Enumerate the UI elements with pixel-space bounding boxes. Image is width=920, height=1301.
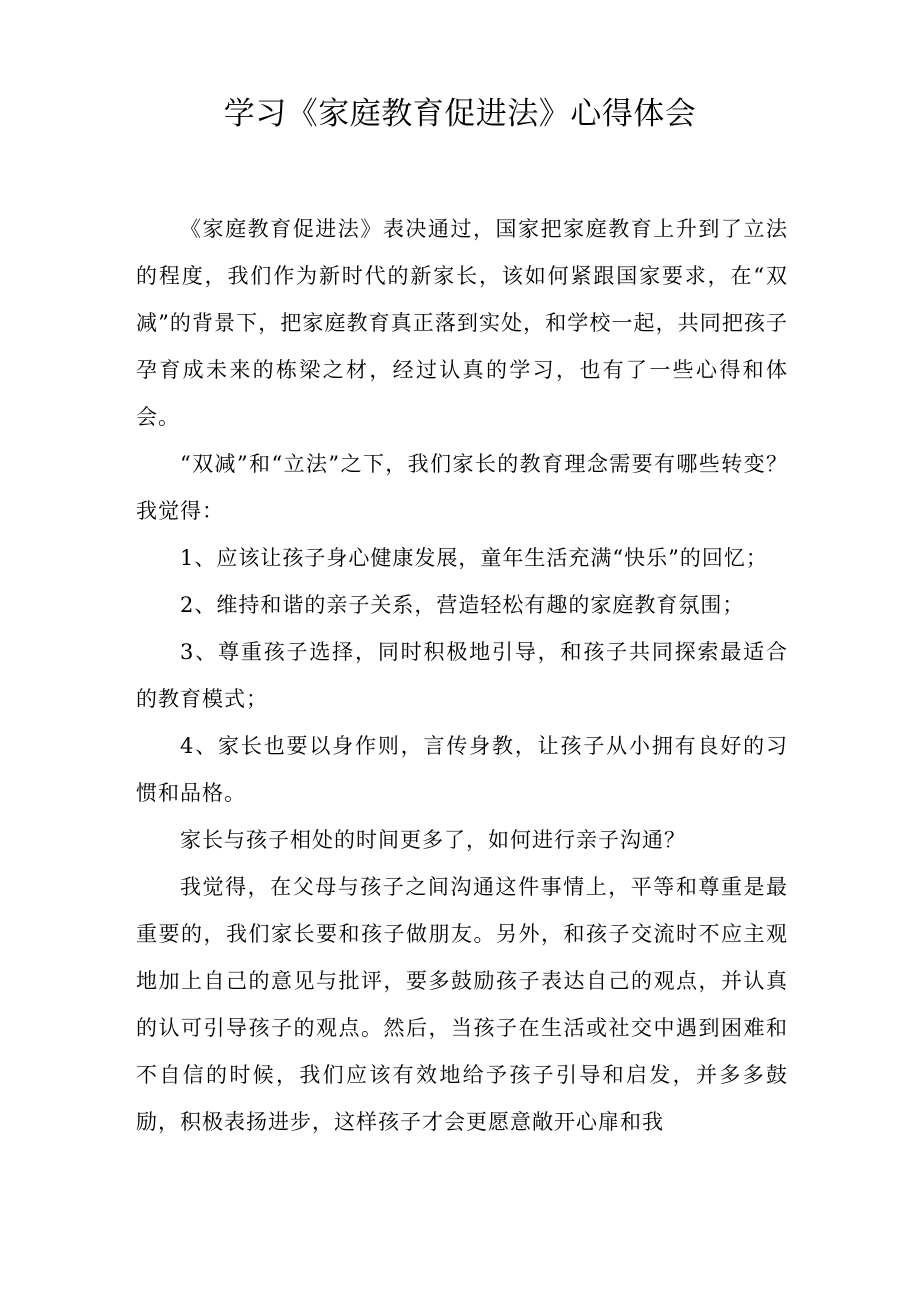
list-item-1: 1、应该让孩子身心健康发展，童年生活充满“快乐”的回忆；	[180, 546, 768, 570]
paragraph-intro: 《家庭教育促进法》表决通过，国家把家庭教育上升到了立法的程度，我们作为新时代的新家长，该如何紧跟国家要求，在“双减”的背景下，把家庭教育真正落到实处，和学校一起，共同把孩子孕育成未来的栋梁之材，经过认真的学习，也有了一些心得和体会。	[136, 217, 788, 429]
document-title: 学习《家庭教育促进法》心得体会	[223, 96, 697, 132]
list-item-3: 3、尊重孩子选择，同时积极地引导，和孩子共同探索最适合的教育模式；	[136, 640, 788, 711]
list-item-4: 4、家长也要以身作则，言传身教，让孩子从小拥有良好的习惯和品格。	[136, 734, 788, 805]
paragraph-question-communication: 家长与孩子相处的时间更多了，如何进行亲子沟通？	[180, 828, 686, 852]
paragraph-communication-answer: 我觉得，在父母与孩子之间沟通这件事情上，平等和尊重是最重要的，我们家长要和孩子做朋友。另外，和孩子交流时不应主观地加上自己的意见与批评，要多鼓励孩子表达自己的观点，并认真的认可引导孩子的观点。然后，当孩子在生活或社交中遇到困难和不自信的时候，我们应该有效地给予孩子引导和启发，并多多鼓励，积极表扬进步，这样孩子才会更愿意敞开心扉和我	[136, 875, 788, 1134]
list-item-2: 2、维持和谐的亲子关系，营造轻松有趣的家庭教育氛围；	[180, 593, 745, 617]
paragraph-question-mindset: “双减”和“立法”之下，我们家长的教育理念需要有哪些转变？我觉得：	[136, 452, 788, 523]
document-body	[136, 206, 788, 1146]
